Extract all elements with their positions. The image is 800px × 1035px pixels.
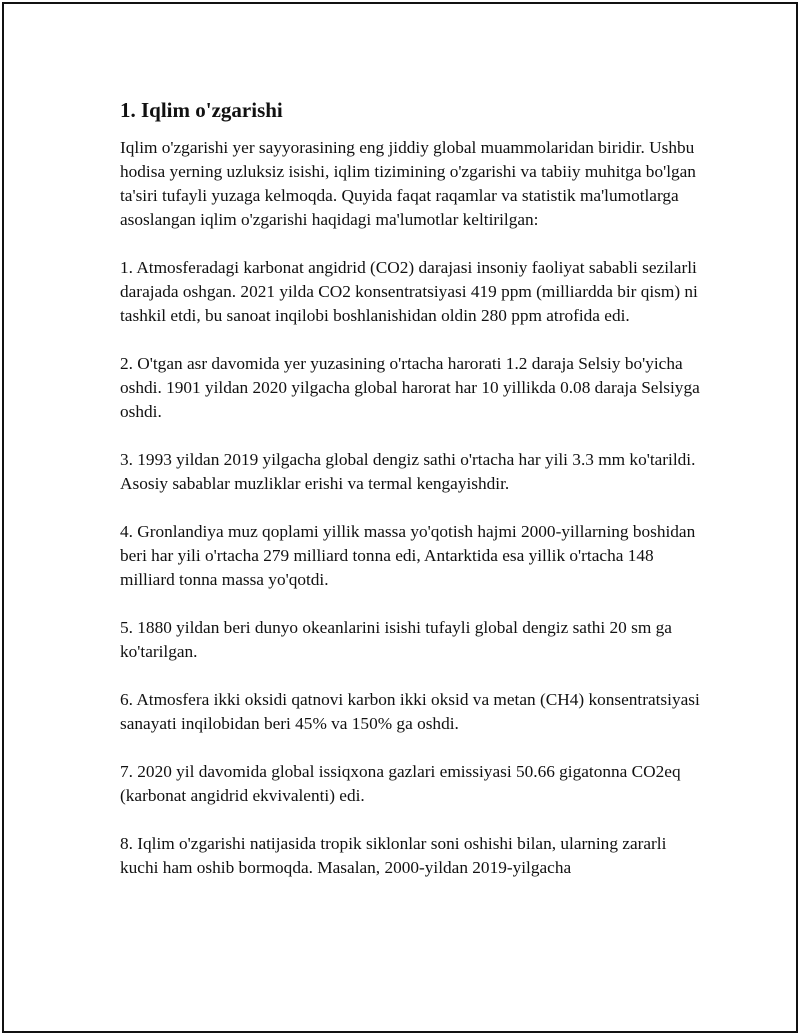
fact-paragraph-6: 6. Atmosfera ikki oksidi qatnovi karbon ikki oksid va metan (CH4) konsentratsiyasi sanayati inqilobidan beri 45% va 150% ga oshdi. (120, 690, 700, 733)
fact-paragraph-3: 3. 1993 yildan 2019 yilgacha global dengiz sathi o'rtacha har yili 3.3 mm ko'tarildi. Asosiy sabablar muzliklar erishi va termal kengayishdir. (120, 450, 696, 493)
fact-paragraph-2: 2. O'tgan asr davomida yer yuzasining o'rtacha harorati 1.2 daraja Selsiy bo'yicha oshdi. 1901 yildan 2020 yilgacha global harorat har 10 yillikda 0.08 daraja Selsiyga oshdi. (120, 354, 700, 421)
page-frame (2, 2, 798, 1033)
fact-paragraph-8: 8. Iqlim o'zgarishi natijasida tropik siklonlar soni oshishi bilan, ularning zararli kuchi ham oshib bormoqda. Masalan, 2000-yildan 2019-yilgacha (120, 834, 667, 877)
document-body (120, 96, 700, 904)
document-title: 1. Iqlim o'zgarishi (120, 98, 283, 122)
fact-paragraph-7: 7. 2020 yil davomida global issiqxona gazlari emissiyasi 50.66 gigatonna CO2eq (karbonat angidrid ekvivalenti) edi. (120, 762, 681, 805)
fact-paragraph-4: 4. Gronlandiya muz qoplami yillik massa yo'qotish hajmi 2000-yillarning boshidan beri har yili o'rtacha 279 milliard tonna edi, Antarktida esa yillik o'rtacha 148 milliard tonna massa yo'qotdi. (120, 522, 696, 589)
fact-paragraph-1: 1. Atmosferadagi karbonat angidrid (CO2) darajasi insoniy faoliyat sababli sezilarli darajada oshgan. 2021 yilda CO2 konsentratsiyasi 419 ppm (milliardda bir qism) ni tashkil etdi, bu sanoat inqilobi boshlanishidan oldin 280 ppm atrofida edi. (120, 258, 698, 325)
fact-paragraph-5: 5. 1880 yildan beri dunyo okeanlarini isishi tufayli global dengiz sathi 20 sm ga ko'tarilgan. (120, 618, 672, 661)
intro-paragraph: Iqlim o'zgarishi yer sayyorasining eng jiddiy global muammolaridan biridir. Ushbu hodisa yerning uzluksiz isishi, iqlim tizimining o'zgarishi va tabiiy muhitga bo'lgan ta'siri tufayli yuzaga kelmoqda. Quyida faqat raqamlar va statistik ma'lumotlarga asoslangan iqlim o'zgarishi haqidagi ma'lumotlar keltirilgan: (120, 138, 696, 229)
